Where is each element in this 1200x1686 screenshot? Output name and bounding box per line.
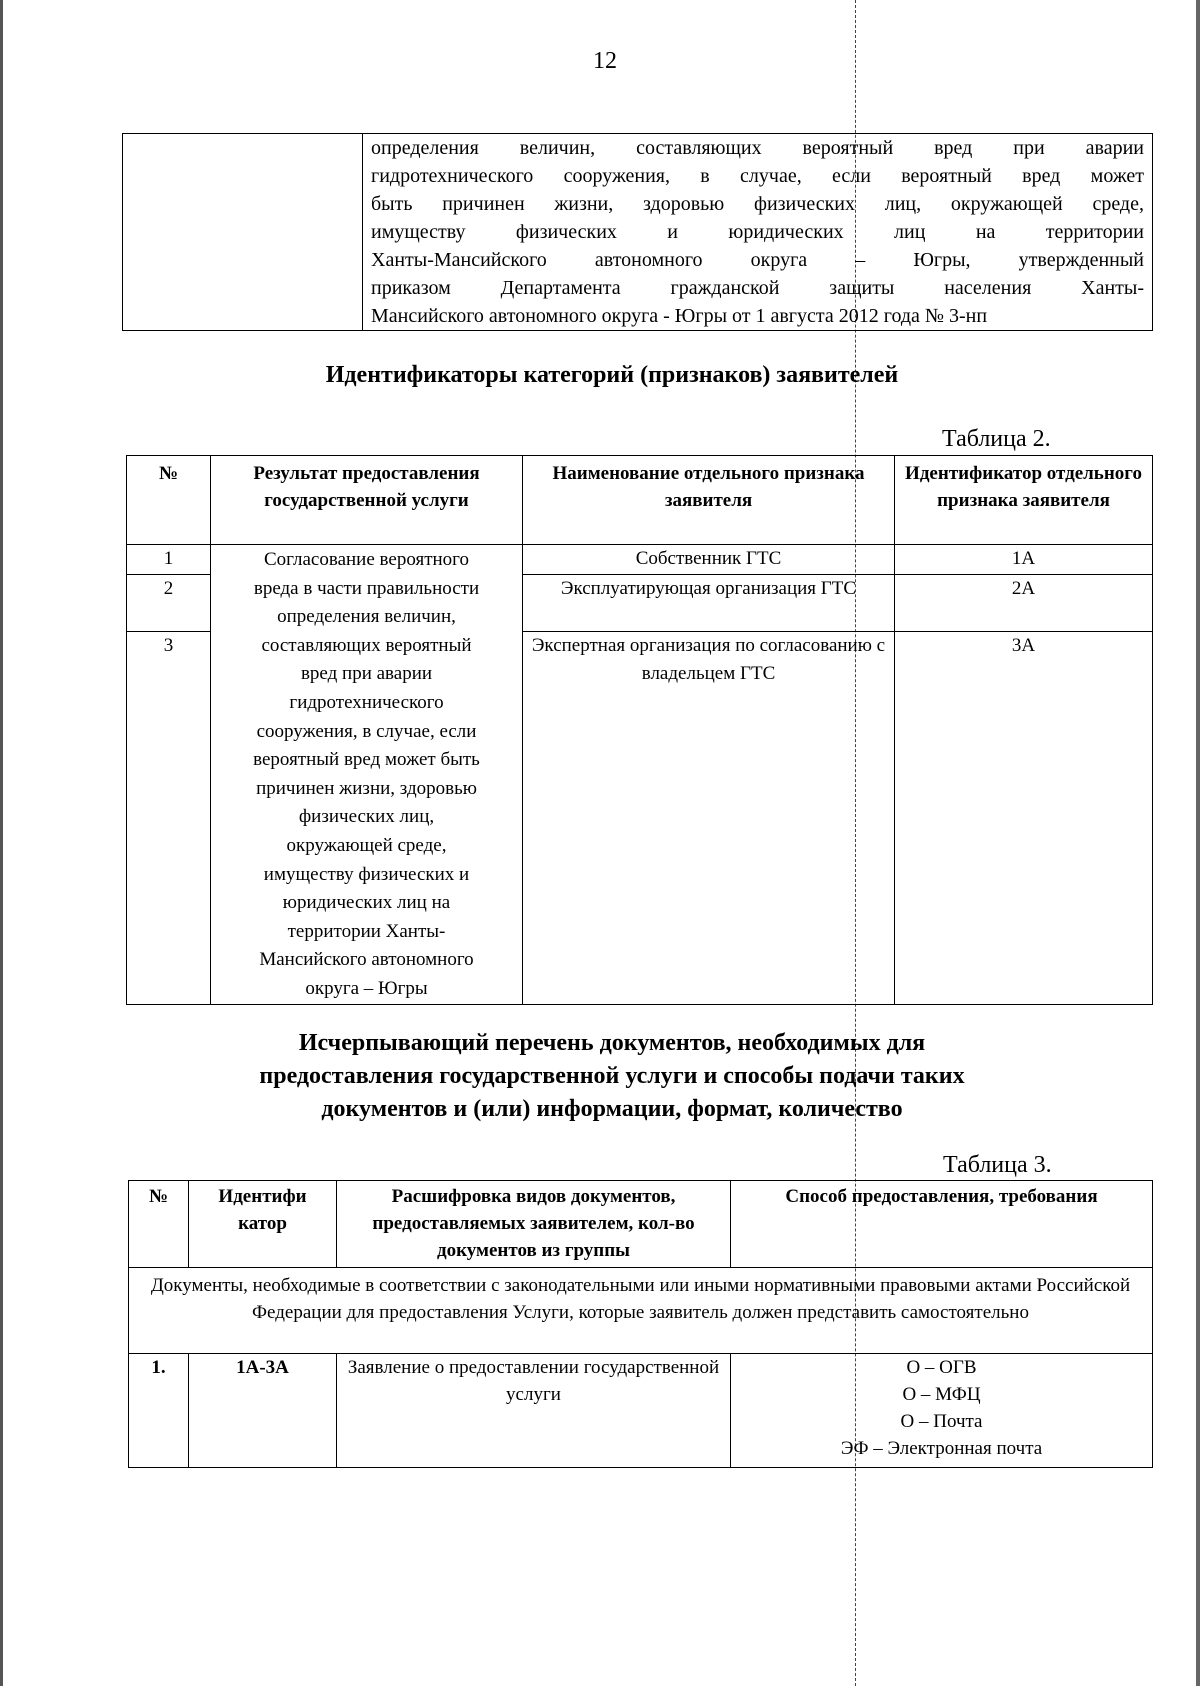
text-line: определения величин, составляющих вероятный вред при аварии: [371, 137, 1144, 159]
result-line: Мансийского автономного: [259, 949, 474, 971]
table-row: [127, 545, 1153, 575]
text-line: имуществу физических и юридических лиц на территории: [371, 221, 1144, 243]
result-line: вероятный вред может быть: [253, 749, 480, 771]
section-heading-applicant-categories: Идентификаторы категорий (признаков) заявителей: [325, 362, 899, 388]
feature-id: 2А: [895, 574, 1153, 632]
method-item: ЭФ – Электронная почта: [840, 1438, 1043, 1459]
result-line: территории Ханты-: [287, 920, 446, 942]
result-line: окружающей среде,: [286, 834, 447, 856]
heading-line: предоставления государственной услуги и способы подачи таких: [259, 1063, 965, 1089]
header-description: Расшифровка видов документов, предоставляемых заявителем, кол-во документов из группы: [337, 1181, 731, 1268]
result-line: вред при аварии: [300, 663, 433, 685]
scan-right-edge: [1196, 0, 1200, 1686]
feature-id: 1А: [895, 545, 1153, 575]
feature-name: Эксплуатирующая организация ГТС: [523, 574, 895, 632]
heading-line: Исчерпывающий перечень документов, необходимых для: [298, 1030, 926, 1056]
header-result: Результат предоставления государственной услуги: [211, 456, 523, 545]
result-line: имуществу физических и: [263, 863, 470, 885]
result-line: физических лиц,: [298, 806, 435, 828]
result-line: юридических лиц на: [282, 892, 451, 914]
table3-caption: Таблица 3.: [943, 1152, 1052, 1178]
header-num: №: [129, 1181, 189, 1268]
heading-line: документов и (или) информации, формат, количество: [321, 1096, 903, 1122]
result-line: сооружения, в случае, если: [256, 720, 477, 742]
row-num: 1.: [129, 1354, 189, 1468]
result-line: причинен жизни, здоровью: [256, 777, 477, 799]
section-row: [129, 1268, 1153, 1354]
documents-table: [128, 1180, 1153, 1468]
method-item: О – Почта: [900, 1411, 983, 1432]
table-row: [129, 1354, 1153, 1468]
feature-name: Собственник ГТС: [523, 545, 895, 575]
row-num: 2: [127, 574, 211, 632]
result-line: вреда в части правильности: [253, 577, 480, 599]
table-row: [123, 134, 1153, 331]
result-line: составляющих вероятный: [261, 634, 472, 656]
method-item: О – МФЦ: [902, 1384, 981, 1405]
row-description: Заявление о предоставлении государственной услуги: [337, 1354, 731, 1468]
continuation-table: [122, 133, 1153, 331]
feature-id: 3А: [895, 632, 1153, 1004]
row-methods: [731, 1354, 1153, 1468]
header-method: Способ предоставления, требования: [731, 1181, 1153, 1268]
empty-cell: [123, 134, 363, 331]
section-text: Документы, необходимые в соответствии с законодательными или иными нормативными правовыми актами Российской Федерации для предоставления Услуги, которые заявитель должен представить самостоятельно: [129, 1268, 1153, 1354]
header-num: №: [127, 456, 211, 545]
result-cell: [211, 545, 523, 1005]
section-heading-documents: [0, 1027, 1200, 1126]
result-line: Согласование вероятного: [264, 549, 469, 570]
scan-left-edge: [0, 0, 3, 1686]
row-num: 1: [127, 545, 211, 575]
table-header-row: [127, 456, 1153, 545]
row-num: 3: [127, 632, 211, 1004]
text-line: приказом Департамента гражданской защиты населения Ханты-: [371, 277, 1144, 299]
text-line: быть причинен жизни, здоровью физических лиц, окружающей среде,: [371, 193, 1144, 215]
text-line: Ханты-Мансийского автономного округа – Югры, утвержденный: [371, 249, 1144, 271]
header-identifier: Идентификатор отдельного признака заявителя: [895, 456, 1153, 545]
table2-caption: Таблица 2.: [942, 426, 1051, 452]
result-line: округа – Югры: [305, 977, 428, 999]
text-line: гидротехнического сооружения, в случае, если вероятный вред может: [371, 165, 1144, 187]
method-item: О – ОГВ: [906, 1357, 977, 1378]
header-name: Наименование отдельного признака заявителя: [523, 456, 895, 545]
header-identifier: Идентифи катор: [189, 1181, 337, 1268]
feature-name: Экспертная организация по согласованию с владельцем ГТС: [523, 632, 895, 1004]
table-header-row: [129, 1181, 1153, 1268]
result-line: определения величин,: [277, 606, 456, 628]
applicant-identifiers-table: [126, 455, 1153, 1005]
row-identifier: 1А-3А: [189, 1354, 337, 1468]
result-line: гидротехнического: [289, 691, 444, 713]
text-line: Мансийского автономного округа - Югры от 1 августа 2012 года № 3-нп: [371, 305, 988, 327]
continuation-text: [363, 134, 1153, 331]
page-number: 12: [593, 48, 617, 74]
